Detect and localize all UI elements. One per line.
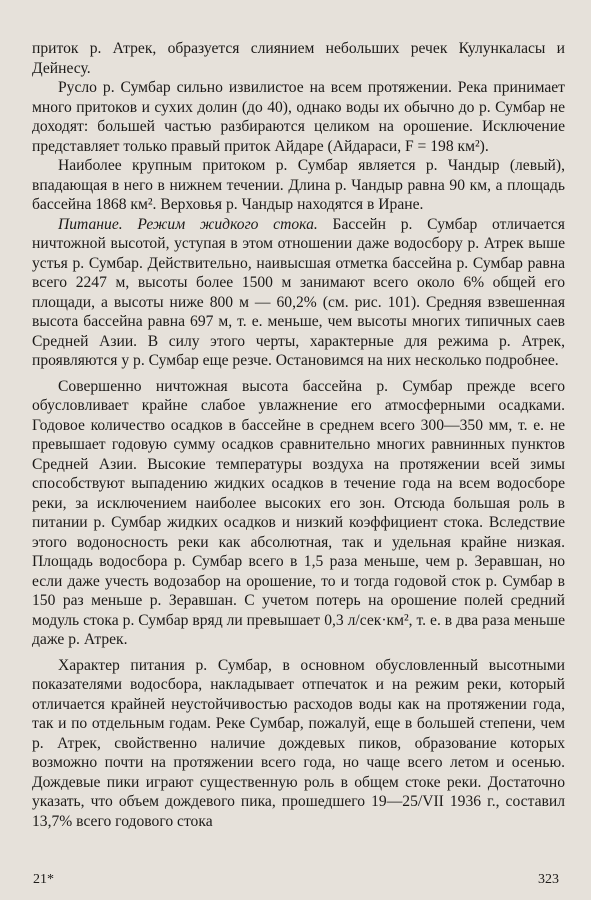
paragraph-riverbed: Русло р. Сумбар сильно извилистое на всем протяжении. Река принимает много притоков и сухих долин (до 40), однако воды их обычно до р. Сумбар не доходят: большей частью разбираются целиком на орошение. Исключение представляет только правый приток Айдаре (Айдараси, F = 198 км²). bbox=[32, 79, 565, 155]
paragraph-continuation: приток р. Атрек, образуется слиянием небольших речек Кулункаласы и Дейнесу. bbox=[32, 40, 565, 77]
paragraph-chandyr-tributary: Наиболее крупным притоком р. Сумбар является р. Чандыр (левый), впадающая в него в нижнем течении. Длина р. Чандыр равна 90 км, а площадь бассейна 1868 км². Верховья р. Чандыр находятся в Иране. bbox=[32, 157, 565, 213]
section-lead-heading: Питание. Режим жидкого стока. bbox=[58, 215, 318, 233]
page-number: 323 bbox=[538, 872, 559, 887]
paragraph-runoff-regime bbox=[32, 215, 565, 371]
signature-mark: 21* bbox=[33, 872, 54, 887]
paragraph-precipitation: Совершенно ничтожная высота бассейна р. Сумбар прежде всего обусловливает крайне слабое увлажнение его атмосферными осадками. Годовое количество осадков в бассейне в среднем всего 300—350 мм, т. е. не превышает годовую сумму осадков сравнительно многих равнинных пунктов Средней Азии. Высокие температуры воздуха на протяжении всей зимы способствуют выпадению жидких осадков в течение года на всем водосборе реки, за исключением наиболее высоких его зон. Отсюда большая роль в питании р. Сумбар жидких осадков и низкий коэффициент стока. Вследствие этого водоносность реки как абсолютная, так и удельная крайне низкая. Площадь водосбора р. Сумбар всего в 1,5 раза меньше, чем р. Зеравшан, но если даже учесть водозабор на орошение, то и тогда годовой сток р. Сумбар в 150 раз меньше р. Зеравшан. С учетом потерь на орошение полей средний модуль стока р. Сумбар вряд ли превышает 0,3 л/сек·км², т. е. в два раза меньше даже р. Атрек. bbox=[32, 377, 565, 648]
paragraph-flow-character: Характер питания р. Сумбар, в основном обусловленный высотными показателями водосбора, накладывает отпечаток и на режим реки, который отличается крайней неустойчивостью расходов воды как на протяжении года, так и по отдельным годам. Реке Сумбар, пожалуй, еще в большей степени, чем р. Атрек, свойственно наличие дождевых пиков, образование которых возможно почти на протяжении всего года, но чаще всего летом и осенью. Дождевые пики играют существенную роль в общем стоке реки. Достаточно указать, что объем дождевого пика, прошедшего 19—25/VII 1936 г., составил 13,7% всего годового стока bbox=[32, 656, 565, 830]
paragraph-runoff-regime-text: Бассейн р. Сумбар отличается ничтожной высотой, уступая в этом отношении даже водосбору р. Атрек выше устья р. Сумбар. Действительно, наивысшая отметка бассейна р. Сумбар равна всего 2247 м, высоты более 1500 м занимают всего около 6% общей его площади, а высоты ниже 800 м — 60,2% (см. рис. 101). Средняя взвешенная высота бассейна равна 697 м, т. е. меньше, чем высоты многих типичных саев Средней Азии. В силу этого черты, характерные для режима р. Атрек, проявляются у р. Сумбар еще резче. Остановимся на них несколько подробнее. bbox=[32, 215, 565, 369]
